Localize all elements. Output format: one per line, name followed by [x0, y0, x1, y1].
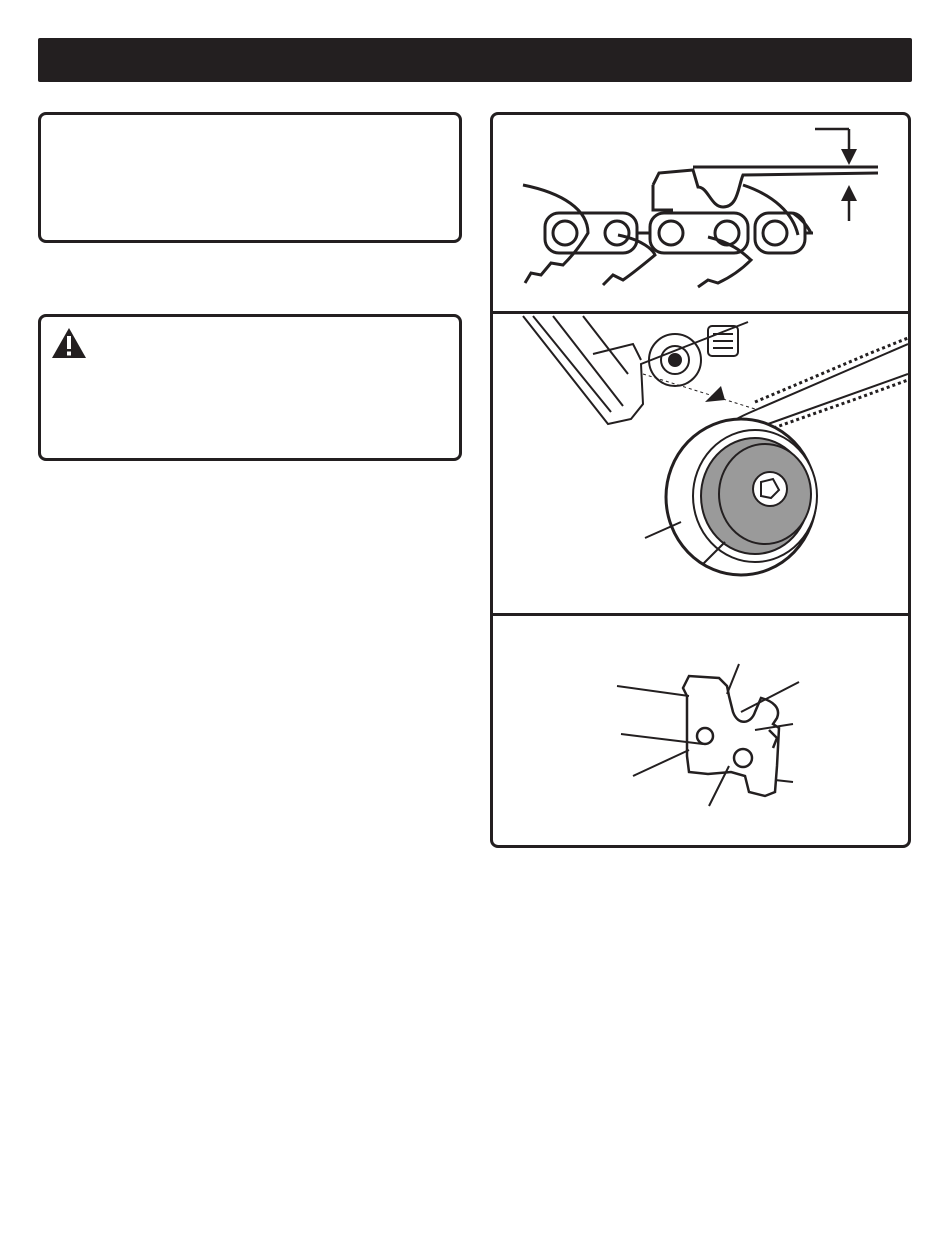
warning-box — [38, 314, 462, 461]
warning-triangle-icon — [51, 327, 87, 359]
note-box — [38, 112, 462, 243]
figure-panel — [490, 112, 911, 848]
sprocket-figure — [493, 311, 908, 614]
section-header-bar — [38, 38, 912, 82]
cutter-link-figure — [493, 613, 908, 848]
depth-gauge-figure — [493, 115, 908, 311]
